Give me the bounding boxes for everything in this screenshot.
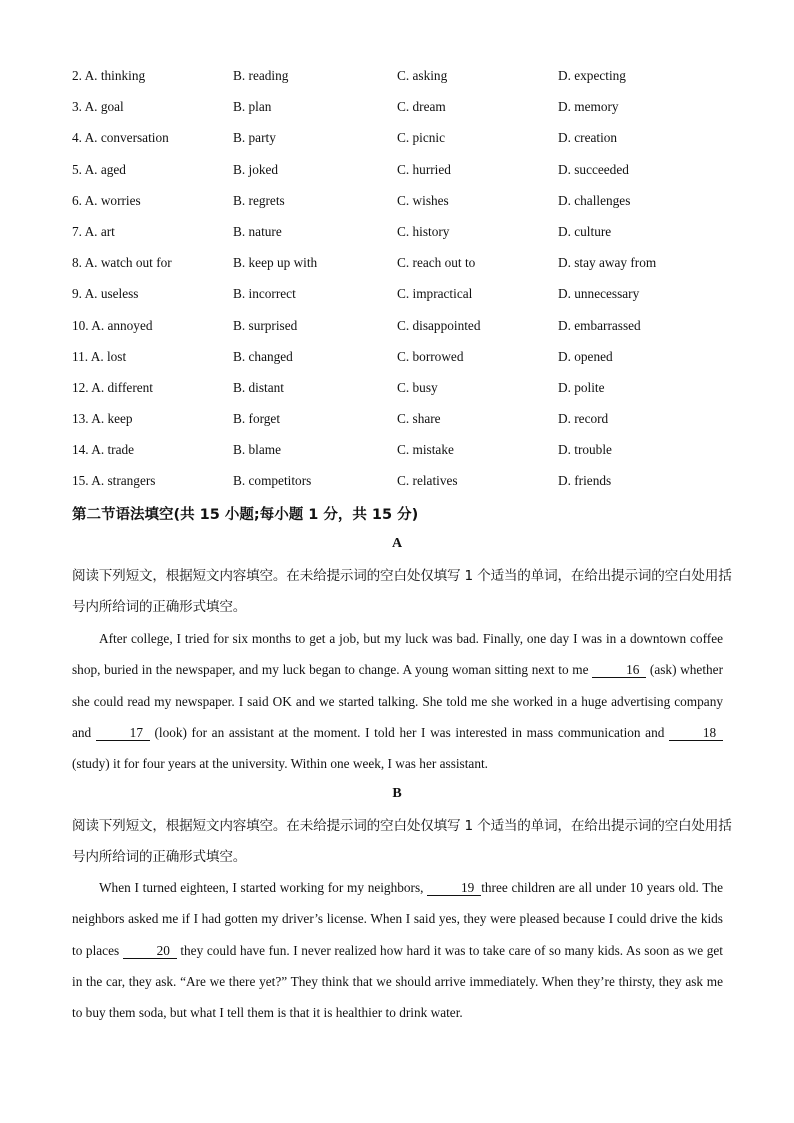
option-a: 14. A. trade (72, 442, 135, 458)
option-d: D. opened (558, 348, 613, 364)
option-b: B. party (233, 130, 276, 146)
blank-17[interactable]: 17 (96, 726, 150, 741)
option-row (72, 253, 732, 284)
option-d: D. trouble (558, 442, 612, 458)
option-row (72, 409, 732, 440)
option-row (72, 191, 732, 222)
option-row (72, 97, 732, 128)
option-row (72, 347, 732, 378)
option-b: B. joked (233, 161, 279, 177)
option-row (72, 316, 732, 347)
option-d: D. challenges (558, 192, 631, 208)
option-b: B. blame (233, 442, 282, 458)
option-b: B. incorrect (233, 286, 296, 302)
option-a: 13. A. keep (72, 411, 133, 427)
passage-text: three children are all under 10 years old. The neighbors asked me if I had gotten my driver’s license. When I said yes, they were pleased because I could drive the kids to places (72, 880, 723, 958)
option-b: B. changed (233, 348, 293, 364)
blank-19[interactable]: 19 (427, 881, 481, 896)
option-row (72, 440, 732, 471)
option-d: D. succeeded (558, 161, 629, 177)
option-c: C. wishes (397, 192, 449, 208)
option-d: D. expecting (558, 68, 626, 83)
option-c: C. mistake (397, 442, 454, 458)
option-b: B. distant (233, 379, 284, 395)
option-c: C. busy (397, 379, 438, 395)
option-b: B. competitors (233, 473, 312, 489)
passage-text: After college, I tried for six months to get a job, but my luck was bad. Finally, one day I was in a downtown coffee shop, buried in the newspaper, and my luck began to change. A young woman sitting next to me (72, 631, 723, 678)
passage-text: they could have fun. I never realized how hard it was to take care of so many kids. As soon as we get in the car, they ask. “Are we there yet?” They think that we should arrive immediately. When they’re thirsty, they ask me to buy them soda, but what I tell them is that it is healthier to drink water. (72, 942, 723, 1021)
part-b-passage (72, 872, 723, 1028)
option-row (72, 222, 732, 253)
option-a: 8. A. watch out for (72, 255, 172, 271)
passage-text: When I turned eighteen, I started working for my neighbors, (99, 880, 428, 895)
option-a: 3. A. goal (72, 99, 124, 115)
passage-text: (ask) whether she could read my newspaper. I said OK and we started talking. She told me she worked in a huge advertising company and (72, 662, 723, 740)
option-d: D. culture (558, 223, 612, 239)
blank-16[interactable]: 16 (592, 663, 646, 678)
option-a: 2. A. thinking (72, 68, 146, 83)
option-b: B. nature (233, 223, 282, 239)
option-d: D. friends (558, 473, 612, 489)
part-b-instruction: 阅读下列短文，根据短文内容填空。在未给提示词的空白处仅填写 1 个适当的单词，在给出提示词的空白处用括号内所给词的正确形式填空。 (72, 818, 732, 865)
blank-20[interactable]: 20 (123, 944, 177, 959)
part-a-passage (72, 623, 723, 779)
option-b: B. forget (233, 411, 281, 427)
part-a-label: A (391, 536, 403, 551)
part-b-label: B (392, 786, 402, 801)
option-c: C. disappointed (397, 317, 481, 333)
part-a-instruction: 阅读下列短文，根据短文内容填空。在未给提示词的空白处仅填写 1 个适当的单词，在给出提示词的空白处用括号内所给词的正确形式填空。 (72, 568, 732, 615)
section-title: 第二节语法填空(共 15 小题;每小题 1 分，共 15 分) (72, 507, 419, 523)
option-b: B. surprised (233, 317, 298, 333)
option-a: 15. A. strangers (72, 473, 156, 489)
option-list (72, 66, 732, 503)
option-row (72, 160, 732, 191)
option-b: B. reading (233, 68, 289, 83)
option-d: D. creation (558, 130, 618, 146)
option-b: B. regrets (233, 192, 285, 208)
option-d: D. polite (558, 379, 605, 395)
option-c: C. asking (397, 68, 448, 83)
option-c: C. impractical (397, 286, 473, 302)
option-a: 12. A. different (72, 379, 153, 395)
option-d: D. stay away from (558, 255, 657, 271)
passage-text: (look) for an assistant at the moment. I told her I was interested in mass communication and (149, 724, 669, 740)
option-a: 7. A. art (72, 223, 115, 239)
option-row (72, 284, 732, 315)
option-c: C. history (397, 223, 450, 239)
option-a: 11. A. lost (72, 348, 127, 364)
option-b: B. plan (233, 99, 272, 115)
option-a: 6. A. worries (72, 192, 141, 208)
option-d: D. memory (558, 99, 619, 115)
option-c: C. relatives (397, 473, 458, 489)
option-c: C. reach out to (397, 255, 476, 271)
passage-text: (study) it for four years at the university. Within one week, I was her assistant. (72, 756, 488, 772)
option-d: D. embarrassed (558, 317, 641, 333)
option-row (72, 471, 732, 502)
option-a: 4. A. conversation (72, 130, 169, 146)
blank-18[interactable]: 18 (669, 726, 723, 741)
option-row (72, 128, 732, 159)
option-a: 10. A. annoyed (72, 317, 153, 333)
option-row (72, 378, 732, 409)
option-b: B. keep up with (233, 255, 318, 271)
option-c: C. hurried (397, 161, 451, 177)
option-row (72, 66, 732, 97)
option-c: C. share (397, 411, 441, 427)
option-a: 5. A. aged (72, 161, 126, 177)
option-c: C. borrowed (397, 348, 464, 364)
option-d: D. unnecessary (558, 286, 640, 302)
option-c: C. picnic (397, 130, 446, 146)
option-d: D. record (558, 411, 609, 427)
option-c: C. dream (397, 99, 446, 115)
option-a: 9. A. useless (72, 286, 139, 302)
